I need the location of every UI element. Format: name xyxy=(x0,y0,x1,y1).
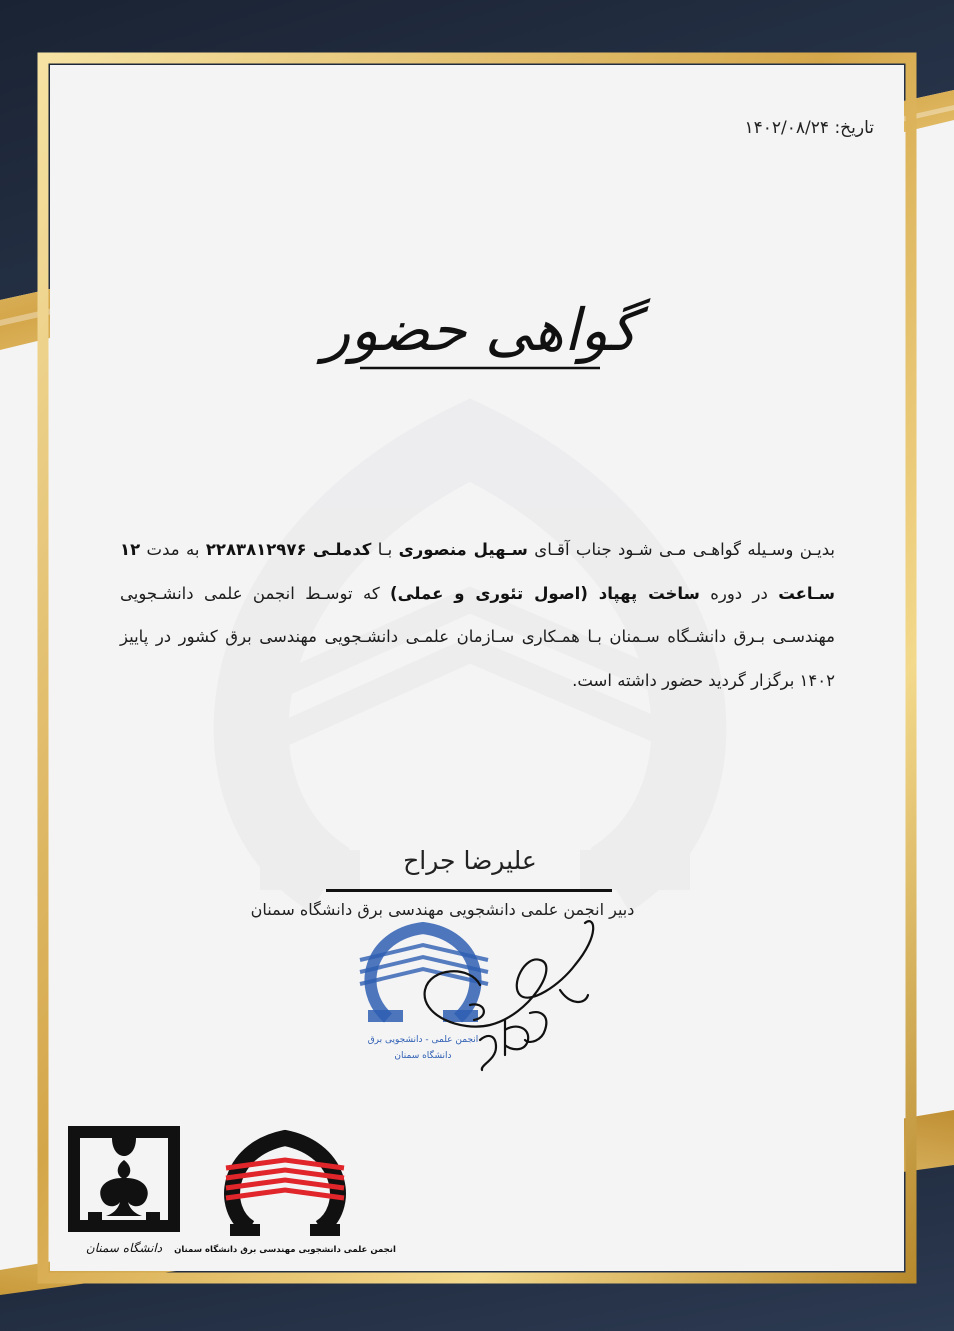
association-logo xyxy=(174,1120,396,1260)
signature-line xyxy=(326,889,612,892)
stamp-text-2: دانشگاه سمنان xyxy=(394,1051,452,1061)
semnan-university-logo xyxy=(62,1122,186,1262)
course-hours: ۱۲ سـاعت xyxy=(120,540,835,603)
body-text-2: بـا xyxy=(377,540,393,559)
signer-name: علیرضا جراح xyxy=(403,846,537,875)
signer-title: دبیر انجمن علمی دانشجویی مهندسی برق دانشگاه سمنان xyxy=(250,900,635,919)
course-name: ساخت پهپاد (اصول تئوری و عملی) xyxy=(390,583,700,603)
body-text-3: به مدت xyxy=(146,540,200,559)
date-line xyxy=(745,118,874,138)
stamp-text-1: انجمن علمی - دانشجویی برق xyxy=(367,1035,479,1045)
date-value: ۱۴۰۲/۰۸/۲۴ xyxy=(744,118,830,138)
handwritten-signature xyxy=(410,905,610,1075)
body-text-4: در دوره xyxy=(710,583,768,603)
date-label: تاریخ: xyxy=(834,118,874,138)
association-logo-caption: انجمن علمی دانشجویی مهندسی برق دانشگاه سمنان xyxy=(174,1245,396,1255)
body-text-1: بدیـن وسـیله گواهـی مـی شـود جناب آقـای xyxy=(534,540,835,559)
body-text-5: که توسـط انجمن علمی دانشـجویی مهندسـی بـرق دانشـگاه سـمنان بـا همـکاری سـازمان علمـی دانشـجویی مهندسی برق کشور در پاییز ۱۴۰۲ برگزار گردید حضور داشته است. xyxy=(120,583,835,690)
certificate-body xyxy=(120,528,835,702)
university-logo-caption: دانشگاه سمنان xyxy=(85,1241,163,1255)
national-id-number: ۲۲۸۳۸۱۲۹۷۶ xyxy=(205,540,307,559)
title-text: گواهی حضور xyxy=(322,296,638,364)
national-id-label: کدملـی xyxy=(312,540,372,559)
certificate-title xyxy=(322,255,638,405)
recipient-name: سـهیل منصوری xyxy=(398,540,528,559)
